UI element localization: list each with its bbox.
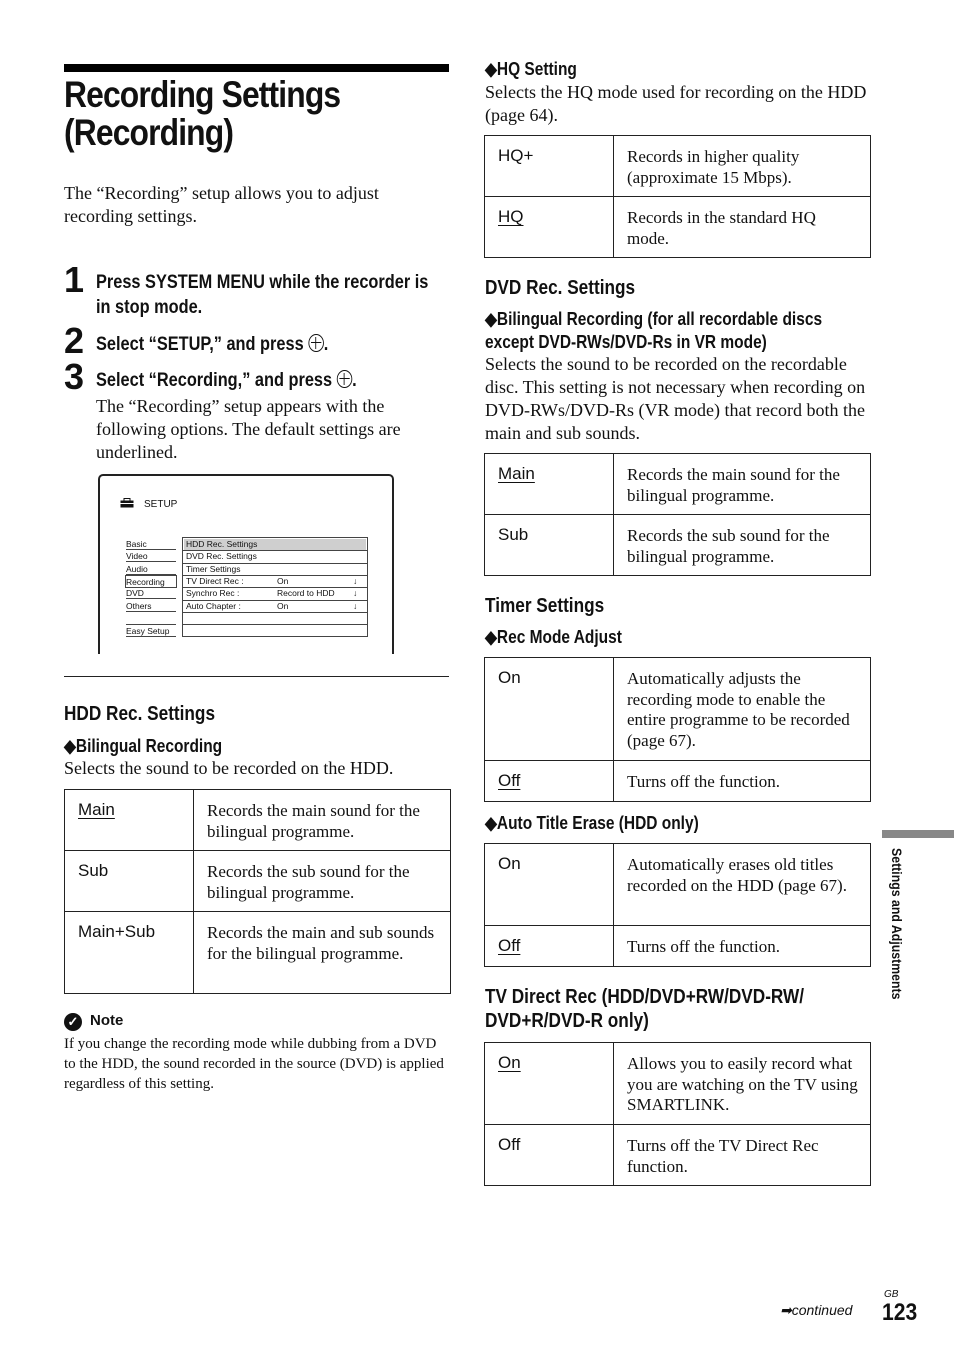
step-1-text-line1: Press SYSTEM MENU while the recorder is [96,272,429,293]
hq-heading: ◆HQ Setting [485,59,577,79]
step-1-number: 1 [64,259,85,300]
menu-item-easy-setup[interactable]: Easy Setup [126,624,176,637]
diamond-bullet-icon: ◆ [485,59,497,79]
tv-direct-heading: TV Direct Rec (HDD/DVD+RW/DVD-RW/ DVD+R/DVD-R only) [485,986,805,1032]
option-value: Allows you to easily record what you are watching on the TV using SMARTLINK. [614,1043,871,1125]
option-synchro-rec[interactable]: Synchro Rec : [186,588,240,599]
option-key: Off [485,1125,614,1186]
rec-mode-table [484,657,871,802]
step-1-text [96,270,428,320]
enter-button-icon [337,370,352,388]
table-row [485,844,871,926]
option-value: Records in the standard HQ mode. [614,197,871,258]
setup-right-panel [182,537,368,637]
option-key: On [498,1053,521,1072]
option-key: Main [498,464,535,483]
hdd-heading: HDD Rec. Settings [64,703,216,725]
diamond-bullet-icon: ◆ [485,309,497,329]
menu-item-audio[interactable]: Audio [126,563,176,575]
setup-screen-illustration [98,474,394,654]
option-key: Sub [65,851,194,912]
table-row [485,515,871,576]
option-timer-settings[interactable]: Timer Settings [186,563,241,574]
table-row [485,658,871,761]
option-value: Records the main sound for the bilingual programme. [194,790,451,851]
intro-text: The “Recording” setup allows you to adjust recording settings. [64,183,379,226]
option-hdd-rec-settings[interactable]: HDD Rec. Settings [186,539,258,549]
option-tv-direct-rec[interactable]: TV Direct Rec : [186,575,244,586]
option-synchro-rec-value: Record to HDD [277,588,335,599]
option-key: Sub [485,515,614,576]
table-row [485,1043,871,1125]
option-key: Main [78,800,115,819]
table-row [485,197,871,258]
page-title: Recording Settings (Recording) [64,74,341,153]
region-code: GB [884,1289,899,1300]
dropdown-arrow-icon[interactable]: ↓ [353,575,358,586]
title-rule [64,64,449,72]
continued-marker: ➡continued [780,1302,853,1318]
option-value: Records the main sound for the bilingual programme. [614,454,871,515]
option-value: Turns off the function. [614,926,871,967]
table-row [485,454,871,515]
dvd-bilingual-desc: Selects the sound to be recorded on the recordable disc. This setting is not necessary when recording on DVD-RWs/DVD-Rs (VR mode) that record both the main and sub sounds. [485,354,866,443]
step-2-text: Select “SETUP,” and press . [96,334,329,355]
dropdown-arrow-icon[interactable]: ↓ [353,588,358,599]
toolbox-icon [120,498,134,511]
table-row [65,851,451,912]
menu-item-others[interactable]: Others [126,600,176,612]
option-value: Turns off the TV Direct Rec function. [614,1125,871,1186]
arrow-right-icon: ➡ [780,1302,792,1318]
table-row [65,790,451,851]
option-auto-chapter-value: On [277,600,289,611]
hdd-bilingual-desc: Selects the sound to be recorded on the HDD. [64,758,394,778]
option-key: On [485,844,614,926]
option-value: Automatically erases old titles recorded on the HDD (page 67). [614,844,871,926]
dvd-bilingual-heading: ◆Bilingual Recording (for all recordable discs except DVD-RWs/DVD-Rs in VR mode) [485,309,823,352]
option-value: Records the sub sound for the bilingual programme. [614,515,871,576]
option-auto-chapter[interactable]: Auto Chapter : [186,600,241,611]
dvd-bilingual-table [484,453,871,576]
timer-heading: Timer Settings [485,595,605,617]
option-key: Main+Sub [65,912,194,994]
section-divider [64,676,449,677]
tv-direct-table [484,1042,871,1186]
option-value: Records the sub sound for the bilingual programme. [194,851,451,912]
page-number: 123 [882,1299,918,1326]
table-row [485,136,871,197]
step-1-text-line2: in stop mode. [96,297,203,318]
option-value: Records the main and sub sounds for the bilingual programme. [194,912,451,994]
table-row [65,912,451,994]
setup-header: SETUP [144,499,178,510]
table-row [485,926,871,967]
step-2-label: Select “SETUP,” and press [96,334,304,355]
step-3-number: 3 [64,356,85,397]
diamond-bullet-icon: ◆ [485,813,497,833]
step-3-text: Select “Recording,” and press . [96,370,357,391]
menu-item-video[interactable]: Video [126,550,176,562]
option-key: Off [498,771,521,790]
option-tv-direct-rec-value: On [277,575,289,586]
rec-mode-heading: ◆Rec Mode Adjust [485,627,622,647]
diamond-bullet-icon: ◆ [485,627,497,647]
step-3-description: The “Recording” setup appears with the following options. The default settings are underlined. [96,396,401,462]
option-key: HQ+ [485,136,614,197]
enter-button-icon [308,334,323,352]
option-dvd-rec-settings[interactable]: DVD Rec. Settings [186,551,257,562]
option-value: Records in higher quality (approximate 15 Mbps). [614,136,871,197]
hdd-bilingual-table [64,789,451,994]
dvd-heading: DVD Rec. Settings [485,277,636,299]
note-icon: ✓ [64,1013,82,1031]
table-row [485,761,871,802]
option-key: Off [498,936,521,955]
option-value: Turns off the function. [614,761,871,802]
step-3-label: Select “Recording,” and press [96,370,333,391]
side-tab-marker [882,830,954,838]
menu-item-basic[interactable]: Basic [126,538,176,550]
hq-desc: Selects the HQ mode used for recording on the HDD (page 64). [485,82,867,125]
option-key: HQ [498,207,524,226]
table-row [485,1125,871,1186]
diamond-bullet-icon: ◆ [64,736,76,756]
note-label: Note [90,1012,124,1029]
auto-erase-heading: ◆Auto Title Erase (HDD only) [485,813,699,833]
dropdown-arrow-icon[interactable]: ↓ [353,600,358,611]
option-key: On [485,658,614,761]
note-text: If you change the recording mode while dubbing from a DVD to the HDD, the sound recorded in the source (DVD) is applied regardless of this setting. [64,1036,444,1092]
menu-item-recording[interactable]: Recording [125,575,177,588]
option-value: Automatically adjusts the recording mode to enable the entire programme to be recorded (page 67). [614,658,871,761]
hq-table [484,135,871,258]
menu-item-dvd[interactable]: DVD [126,587,176,599]
auto-erase-table [484,843,871,967]
side-tab-label: Settings and Adjustments [889,848,905,1000]
step-2-number: 2 [64,320,85,361]
hdd-bilingual-heading: ◆Bilingual Recording [64,736,223,756]
